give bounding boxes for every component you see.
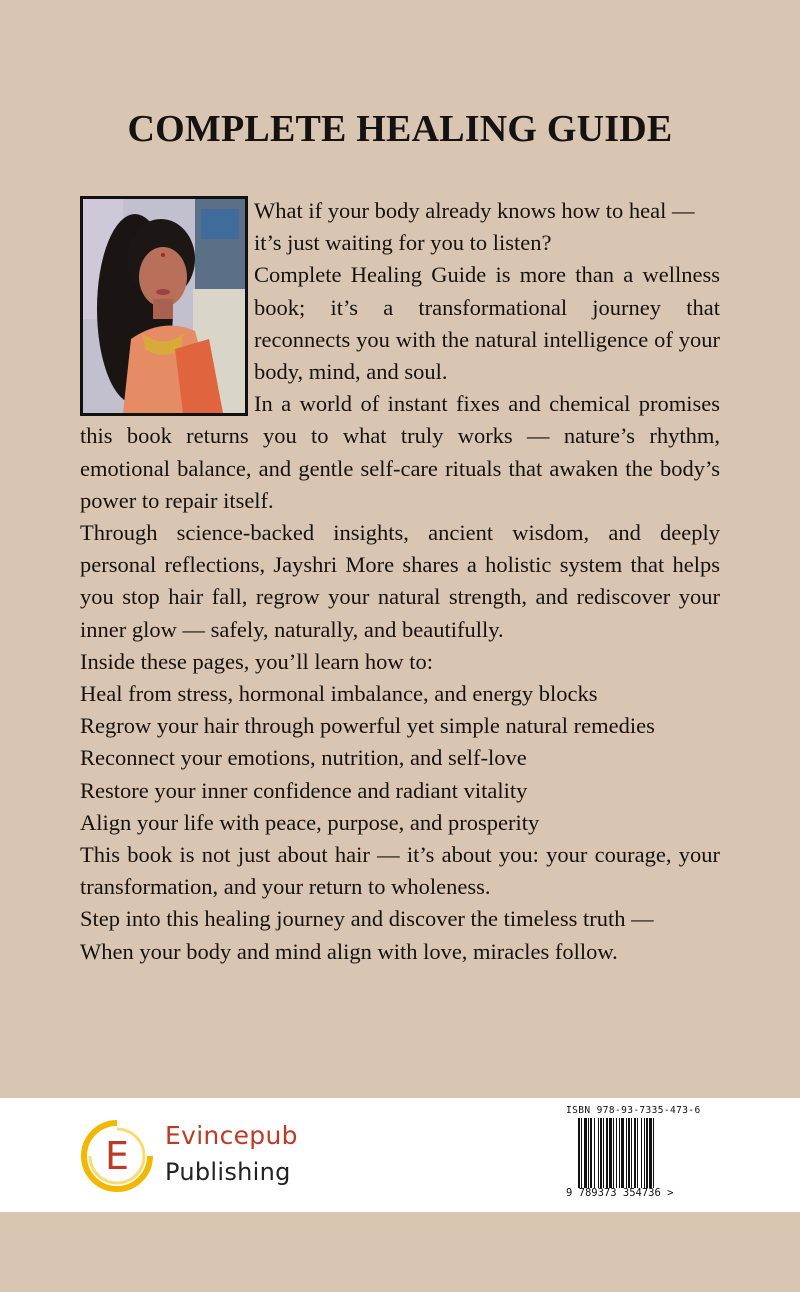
barcode-stripe: [641, 1118, 642, 1188]
barcode-stripe: [646, 1118, 648, 1188]
photo-wrap-space: [80, 195, 254, 407]
barcode-stripe: [621, 1118, 624, 1188]
list-item: Heal from stress, hormonal imbalance, and energy blocks: [80, 681, 598, 707]
barcode-stripe: [598, 1118, 599, 1188]
barcode-stripe: [653, 1118, 654, 1188]
publisher-subtitle: Publishing: [165, 1158, 291, 1186]
barcode-stripe: [584, 1118, 587, 1188]
blurb-paragraph-2: Complete Healing Guide is more than a wellness book; it’s a transformational journey that reconnects you with the natural intelligence of your body, mind, and soul.: [254, 262, 720, 385]
blurb-text: [80, 195, 720, 968]
barcode-stripe: [603, 1118, 604, 1188]
blurb-paragraph-4: Through science-backed insights, ancient wisdom, and deeply personal reflections, Jayshri More shares a holistic system that helps you stop hair fall, regrow your natural strength, and rediscover your inner glow — safely, naturally, and beautifully.: [80, 520, 720, 642]
barcode-stripe: [600, 1118, 602, 1188]
barcode-stripe: [626, 1118, 627, 1188]
barcode-stripe: [590, 1118, 592, 1188]
barcode-stripe: [606, 1118, 608, 1188]
blurb-paragraph-5: Inside these pages, you’ll learn how to:: [80, 648, 434, 674]
isbn-label: ISBN 978-93-7335-473-6: [566, 1105, 701, 1116]
list-item: Reconnect your emotions, nutrition, and self-love: [80, 745, 527, 771]
barcode-stripe: [619, 1118, 620, 1188]
publisher-logo-icon: [80, 1119, 154, 1193]
list-item: Align your life with peace, purpose, and prosperity: [80, 809, 540, 835]
list-item: Regrow your hair through powerful yet simple natural remedies: [80, 713, 655, 739]
list-item: Restore your inner confidence and radiant vitality: [80, 777, 528, 803]
barcode-stripe: [594, 1118, 595, 1188]
blurb-paragraph-6: This book is not just about hair — it’s about you: your courage, your transformation, and your return to wholeness.: [80, 842, 720, 900]
barcode: [578, 1118, 694, 1188]
barcode-stripe: [637, 1118, 638, 1188]
blurb-paragraph-8: When your body and mind align with love, miracles follow.: [80, 938, 618, 964]
barcode-stripe: [616, 1118, 617, 1188]
barcode-stripe: [644, 1118, 645, 1188]
blurb-paragraph-7: Step into this healing journey and discover the timeless truth —: [80, 906, 654, 932]
barcode-stripe: [649, 1118, 652, 1188]
blurb-paragraph-1: What if your body already knows how to heal — it’s just waiting for you to listen?: [254, 198, 695, 256]
barcode-stripe: [613, 1118, 614, 1188]
publisher-name: Evincepub: [165, 1121, 298, 1150]
barcode-stripe: [628, 1118, 630, 1188]
blurb-paragraph-3: In a world of instant fixes and chemical promises this book returns you to what truly works — nature’s rhythm, emotional balance, and gentle self-care rituals that awaken the body’s power to repair itself.: [80, 391, 720, 513]
barcode-stripe: [588, 1118, 589, 1188]
barcode-stripe: [581, 1118, 582, 1188]
barcode-stripe: [609, 1118, 612, 1188]
book-title: COMPLETE HEALING GUIDE: [127, 108, 673, 150]
barcode-stripe: [578, 1118, 580, 1188]
barcode-digits: 9 789373 354736 >: [566, 1187, 674, 1199]
barcode-stripe: [631, 1118, 632, 1188]
logo-letter: E: [104, 1134, 130, 1178]
barcode-stripe: [634, 1118, 636, 1188]
